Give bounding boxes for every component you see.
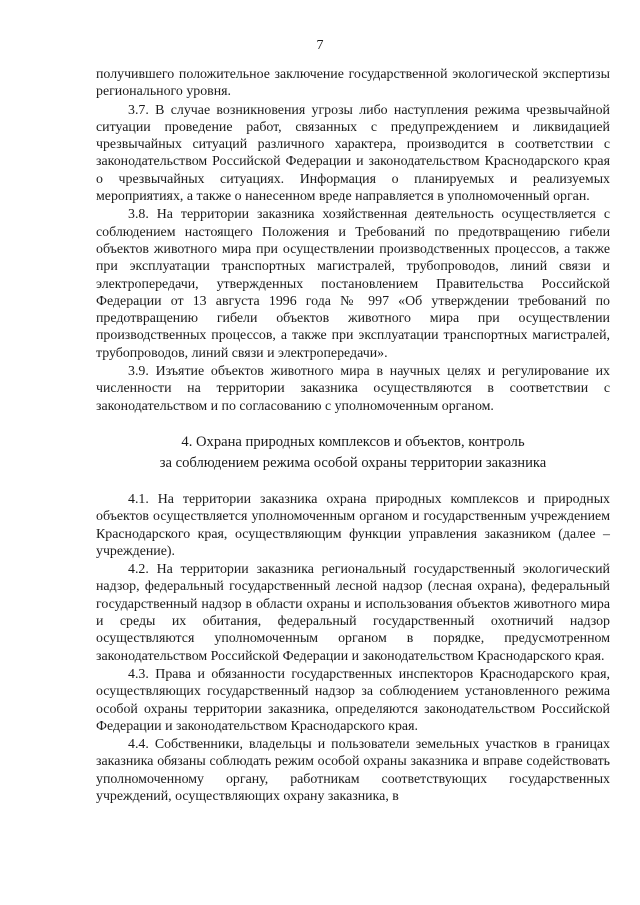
paragraph-3-8: 3.8. На территории заказника хозяйственная деятельность осуществляется с соблюдением настоящего Положения и Требований по предотвращению гибели объектов животного мира при осуществлении производственных процессов, а также при эксплуатации транспортных магистралей, трубопроводов, линий связи и электропередачи, утвержденных постановлением Правительства Российской Федерации от 13 августа 1996 года № 997 «Об утверждении требований по предотвращению гибели объектов животного мира при осуществлении производственных процессов, а также при эксплуатации транспортных магистралей, трубопроводов, линий связи и электропередачи». — [96, 207, 610, 361]
page-number: 7 — [316, 38, 324, 53]
section-heading-line-2: за соблюдением режима особой охраны территории заказника — [159, 454, 547, 471]
paragraph-4-1: 4.1. На территории заказника охрана природных комплексов и природных объектов осуществляется уполномоченным органом и государственным учреждением Краснодарского края, осуществляющим функции управления заказником (далее – учреждение). — [96, 491, 610, 559]
paragraph-3-9: 3.9. Изъятие объектов животного мира в научных целях и регулирование их численности на территории заказника осуществляются в соответствии с законодательством и по согласованию с уполномоченным органом. — [96, 364, 610, 414]
section-heading — [96, 432, 610, 474]
paragraph-4-3: 4.3. Права и обязанности государственных инспекторов Краснодарского края, осуществляющих государственный надзор за соблюдением установленного режима особой охраны территории заказника, определяются законодательством Российской Федерации и законодательством Краснодарского края. — [96, 666, 610, 734]
section-heading-line-1: 4. Охрана природных комплексов и объектов, контроль — [181, 433, 525, 450]
paragraph-4-4: 4.4. Собственники, владельцы и пользователи земельных участков в границах заказника обязаны соблюдать режим особой охраны заказника и вправе содействовать уполномоченному органу, работникам соответствующих государственных учреждений, осуществляющих охрану заказника, в — [96, 737, 610, 804]
paragraph-4-2: 4.2. На территории заказника региональный государственный экологический надзор, федеральный государственный лесной надзор (лесная охрана), федеральный государственный надзор в области охраны и использования объектов животного мира и среды их обитания, федеральный государственный охотничий надзор осуществляются уполномоченным органом в порядке, предусмотренном законодательством Российской Федерации и законодательством Краснодарского края. — [96, 562, 610, 664]
paragraph-continuation: получившего положительное заключение государственной экологической экспертизы регионального уровня. — [96, 67, 610, 100]
document-body — [96, 66, 610, 805]
paragraph-3-7: 3.7. В случае возникновения угрозы либо наступления режима чрезвычайной ситуации проведение работ, связанных с предупреждением и ликвидацией чрезвычайных ситуаций различного характера, производится в соответствии с законодательством Российской Федерации и законодательством Краснодарского края о чрезвычайных ситуациях. Информация о планируемых и реализуемых мероприятиях, а также о нанесенном вреде направляется в уполномоченный орган. — [96, 102, 610, 205]
